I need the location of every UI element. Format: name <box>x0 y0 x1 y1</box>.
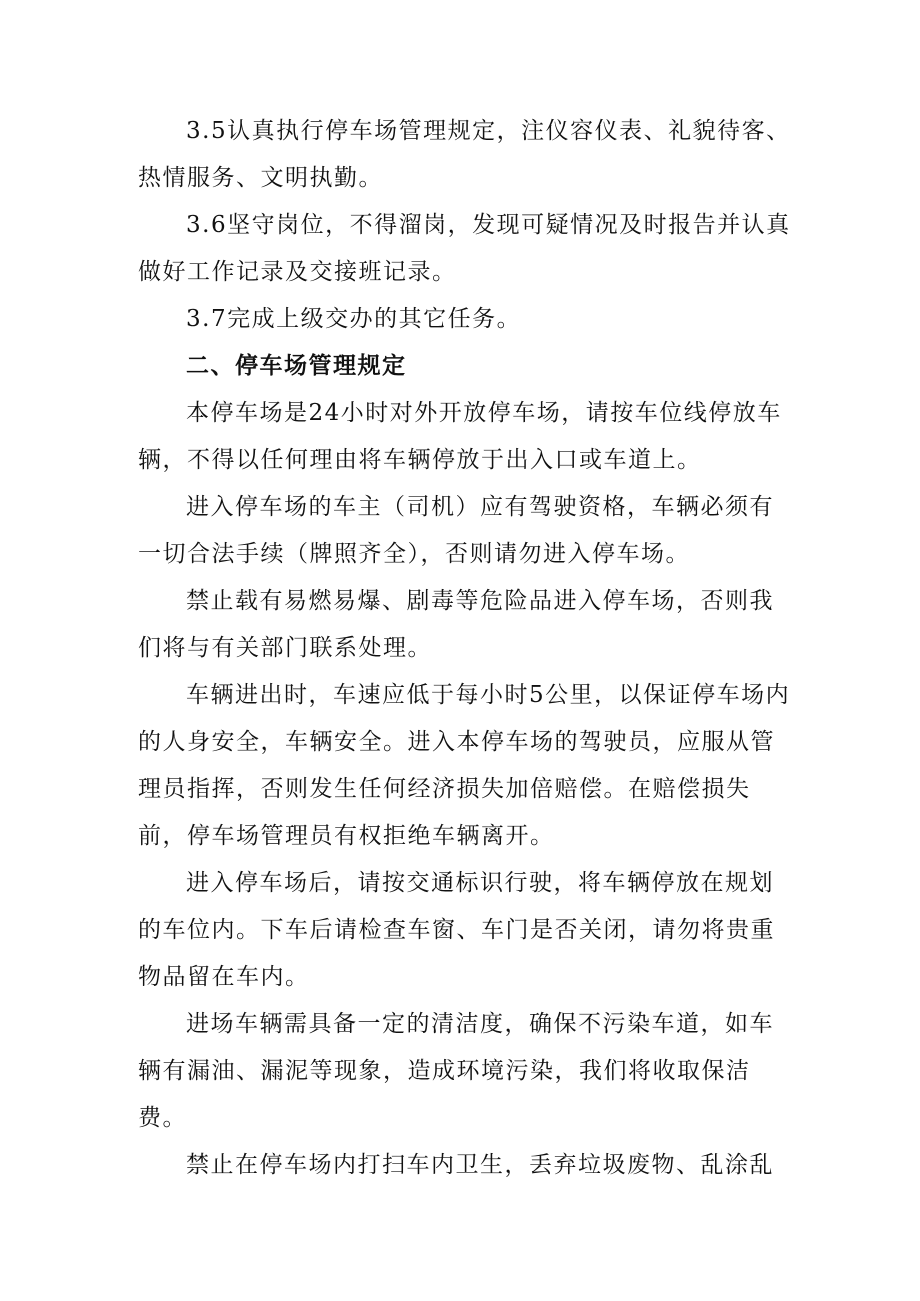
rule-speed: 车辆进出时，车速应低于每小时5公里，以保证停车场内的人身安全，车辆安全。进入本停车场的驾驶员，应服从管理员指挥，否则发生任何经济损失加倍赔偿。在赔偿损失前，停车场管理员有权拒绝车辆离开。 <box>138 682 791 849</box>
document-body <box>138 108 798 1189</box>
rule-open-24h: 本停车场是24小时对外开放停车场，请按车位线停放车辆，不得以任何理由将车辆停放于出入口或车道上。 <box>138 400 782 473</box>
section-heading: 二、停车场管理规定 <box>186 353 407 379</box>
rule-parking: 进入停车场后，请按交通标识行驶，将车辆停放在规划的车位内。下车后请检查车窗、车门是否关闭，请勿将贵重物品留在车内。 <box>138 870 775 990</box>
rule-qualification: 进入停车场的车主（司机）应有驾驶资格，车辆必须有一切合法手续（牌照齐全），否则请勿进入停车场。 <box>138 494 774 567</box>
rule-cleanliness: 进场车辆需具备一定的清洁度，确保不污染车道，如车辆有漏油、漏泥等现象，造成环境污染，我们将收取保洁费。 <box>138 1011 774 1131</box>
paragraph-3-7: 3.7完成上级交办的其它任务。 <box>186 306 522 332</box>
rule-dangerous-goods: 禁止载有易燃易爆、剧毒等危险品进入停车场，否则我们将与有关部门联系处理。 <box>138 588 774 661</box>
paragraph-3-5: 3.5认真执行停车场管理规定，注仪容仪表、礼貌待客、热情服务、文明执勤。 <box>138 118 791 191</box>
rule-no-littering: 禁止在停车场内打扫车内卫生，丢弃垃圾废物、乱涂乱 <box>186 1152 774 1178</box>
paragraph-3-6: 3.6坚守岗位，不得溜岗，发现可疑情况及时报告并认真做好工作记录及交接班记录。 <box>138 212 791 285</box>
